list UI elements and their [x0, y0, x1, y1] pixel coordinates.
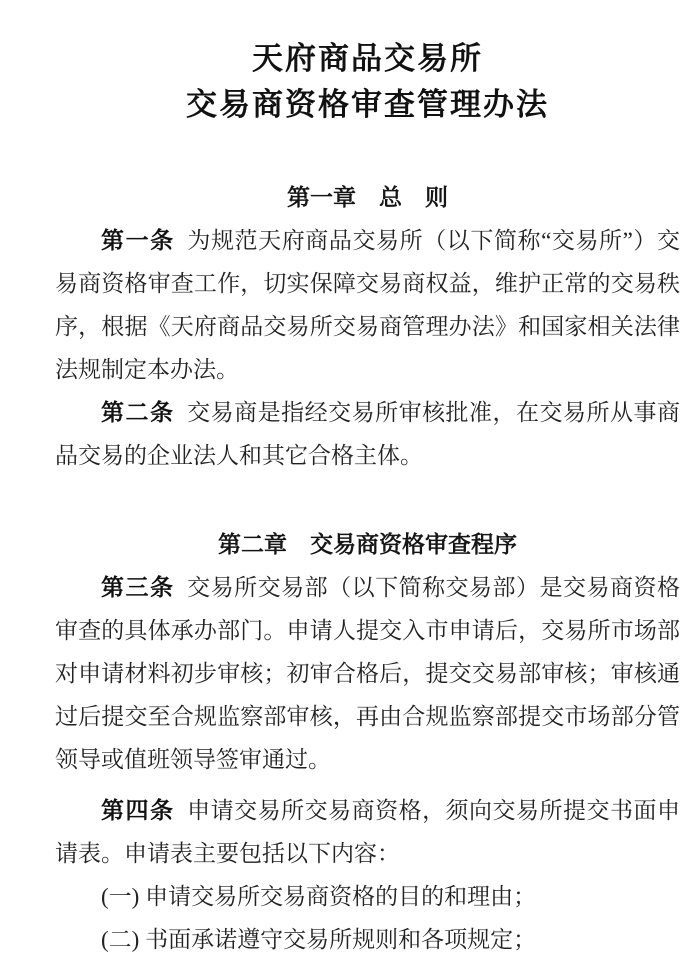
article-3-text: 交易所交易部（以下简称交易部）是交易商资格审查的具体承办部门。申请人提交入市申请后，交易所市场部对申请材料初步审核；初审合格后，提交交易部审核；审核通过后提交至合规监察部审核，再由合规监察部提交市场部分管领导或值班领导签审通过。: [55, 575, 681, 772]
article-2-paragraph: [55, 391, 680, 477]
article-1-paragraph: [55, 219, 680, 391]
article-3-paragraph: [55, 566, 680, 781]
document-title-line-2: 交易商资格审查管理办法: [186, 87, 549, 122]
article-4-paragraph: [55, 789, 680, 875]
article-1-text: 为规范天府商品交易所（以下简称“交易所”）交易商资格审查工作，切实保障交易商权益，维护正常的交易秩序，根据《天府商品交易所交易商管理办法》和国家相关法律法规制定本办法。: [55, 228, 681, 382]
article-4-item-1: (一) 申请交易所交易商资格的目的和理由；: [101, 884, 537, 909]
article-4-number: 第四条: [101, 798, 175, 823]
chapter-2-heading: 第二章 交易商资格审查程序: [218, 531, 517, 557]
article-4-text: 申请交易所交易商资格，须向交易所提交书面申请表。申请表主要包括以下内容：: [55, 798, 681, 866]
chapter-1-heading: 第一章 总 则: [287, 184, 448, 210]
document-title-line-1: 天府商品交易所: [252, 41, 483, 76]
article-4-item-2: (二) 书面承诺遵守交易所规则和各项规定；: [101, 927, 537, 952]
article-2-number: 第二条: [101, 400, 175, 425]
article-2-text: 交易商是指经交易所审核批准，在交易所从事商品交易的企业法人和其它合格主体。: [55, 400, 681, 468]
article-3-number: 第三条: [101, 575, 175, 600]
article-1-number: 第一条: [101, 228, 175, 253]
document-title: [55, 36, 680, 128]
